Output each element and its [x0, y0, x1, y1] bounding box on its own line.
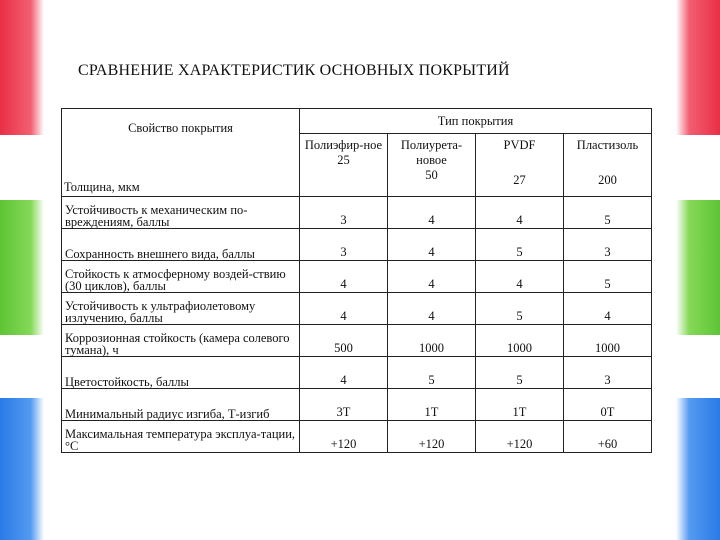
row-value: 1000 — [476, 325, 564, 357]
row-value: 4 — [388, 261, 476, 293]
type-name: Полиэфир-ное — [304, 138, 383, 152]
row-label: Максимальная температура эксплуа-тации, °С — [62, 421, 300, 453]
row-label: Минимальный радиус изгиба, Т-изгиб — [62, 389, 300, 421]
row-value: 500 — [300, 325, 388, 357]
row-label: Сохранность внешнего вида, баллы — [62, 229, 300, 261]
decor-stripe-blue-right — [676, 398, 720, 540]
row-value: 3 — [564, 357, 652, 389]
property-header: Свойство покрытия — [128, 121, 233, 135]
row-value: 0Т — [564, 389, 652, 421]
row-value: 5 — [476, 293, 564, 325]
row-label: Устойчивость к ультрафиолетовому излучению, баллы — [62, 293, 300, 325]
row-value: 5 — [388, 357, 476, 389]
row-value: 1000 — [564, 325, 652, 357]
table-row — [62, 325, 652, 357]
type-header-cell — [564, 134, 652, 197]
type-name: Пластизоль — [576, 138, 639, 152]
row-value: 4 — [476, 261, 564, 293]
decor-stripe-green-left — [0, 200, 44, 335]
table-row — [62, 357, 652, 389]
row-value: +60 — [564, 421, 652, 453]
row-value: 1Т — [476, 389, 564, 421]
thickness-label: Толщина, мкм — [64, 180, 140, 194]
row-value: +120 — [388, 421, 476, 453]
decor-stripe-red-left — [0, 0, 44, 135]
row-value: 5 — [476, 229, 564, 261]
row-label: Цветостойкость, баллы — [62, 357, 300, 389]
type-name: PVDF — [503, 138, 536, 152]
row-label: Стойкость к атмосферному воздей-ствию (30 циклов), баллы — [62, 261, 300, 293]
type-thickness: 50 — [425, 168, 438, 182]
type-thickness: 27 — [513, 173, 526, 187]
type-header-cell — [388, 134, 476, 197]
row-value: 4 — [388, 229, 476, 261]
type-header-cell — [476, 134, 564, 197]
row-value: 4 — [476, 197, 564, 229]
type-name: Полиуретa-новое — [400, 138, 463, 167]
row-value: 3 — [564, 229, 652, 261]
row-value: +120 — [300, 421, 388, 453]
row-value: 4 — [564, 293, 652, 325]
row-value: 4 — [300, 293, 388, 325]
row-value: 5 — [476, 357, 564, 389]
row-value: 4 — [388, 197, 476, 229]
row-value: 5 — [564, 197, 652, 229]
row-value: +120 — [476, 421, 564, 453]
row-value: 5 — [564, 261, 652, 293]
row-value: 3Т — [300, 389, 388, 421]
type-header: Тип покрытия — [300, 109, 652, 134]
row-value: 3 — [300, 197, 388, 229]
table-row — [62, 293, 652, 325]
type-header-cell — [300, 134, 388, 197]
decor-stripe-green-right — [676, 200, 720, 335]
row-value: 4 — [300, 357, 388, 389]
table-row — [62, 229, 652, 261]
decor-stripe-red-right — [676, 0, 720, 135]
table-row — [62, 389, 652, 421]
row-value: 1000 — [388, 325, 476, 357]
row-value: 4 — [300, 261, 388, 293]
row-label: Коррозионная стойкость (камера солевого тумана), ч — [62, 325, 300, 357]
row-value: 1Т — [388, 389, 476, 421]
decor-stripe-blue-left — [0, 398, 44, 540]
page-title: СРАВНЕНИЕ ХАРАКТЕРИСТИК ОСНОВНЫХ ПОКРЫТИЙ — [78, 62, 510, 79]
comparison-table — [61, 108, 652, 453]
row-label: Устойчивость к механическим по-вреждениям, баллы — [62, 197, 300, 229]
table-row — [62, 421, 652, 453]
row-value: 3 — [300, 229, 388, 261]
type-thickness: 200 — [598, 173, 617, 187]
header-property-cell — [62, 109, 300, 197]
row-value: 4 — [388, 293, 476, 325]
table-row — [62, 197, 652, 229]
table-row — [62, 261, 652, 293]
type-thickness: 25 — [337, 153, 350, 167]
